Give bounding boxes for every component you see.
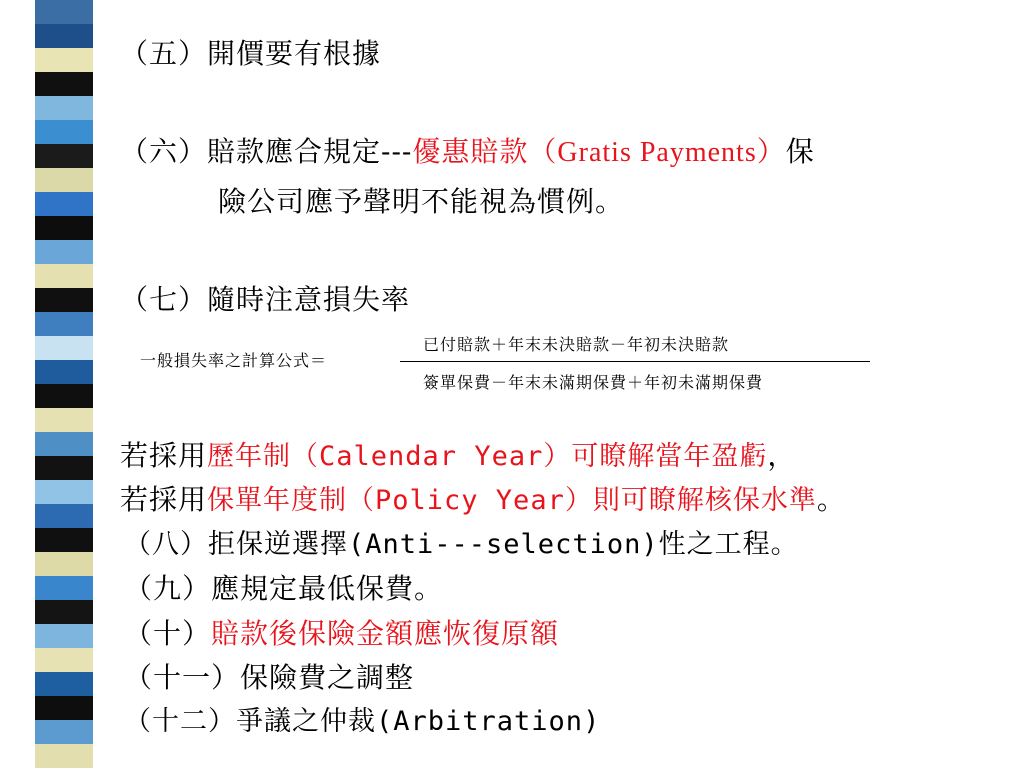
stripe-segment <box>35 384 93 408</box>
stripe-segment <box>35 144 93 168</box>
stripe-segment <box>35 168 93 192</box>
stripe-segment <box>35 432 93 456</box>
stripe-segment <box>35 336 93 360</box>
item-6-suffix: 保 <box>785 135 815 168</box>
policy-red: 保單年度制（Policy Year）則可瞭解核保水準 <box>207 485 817 516</box>
item-6-red-zh: 優惠賠款（ <box>412 135 558 168</box>
item-6-red-en: Gratis Payments <box>557 137 757 168</box>
calendar-red: 歷年制（Calendar Year）可瞭解當年盈虧 <box>207 441 768 472</box>
item-12 <box>124 702 600 742</box>
item-5 <box>120 34 381 74</box>
item-5-text: （五）開價要有根據 <box>120 37 382 70</box>
calendar-prefix: 若採用 <box>120 439 208 472</box>
item-6-red-close: ） <box>756 135 786 168</box>
stripe-segment <box>35 696 93 720</box>
calendar-suffix: ， <box>767 439 797 472</box>
item-10 <box>124 614 559 654</box>
item-6-line-2-text: 險公司應予聲明不能視為慣例。 <box>218 185 625 218</box>
stripe-segment <box>35 648 93 672</box>
policy-prefix: 若採用 <box>120 483 208 516</box>
policy-suffix: 。 <box>816 483 846 516</box>
item-8 <box>124 525 799 565</box>
stripe-segment <box>35 576 93 600</box>
item-10-prefix: （十） <box>124 617 212 650</box>
item-10-red: 賠款後保險金額應恢復原額 <box>211 617 560 650</box>
stripe-segment <box>35 216 93 240</box>
stripe-segment <box>35 240 93 264</box>
item-6-line-2 <box>218 182 624 222</box>
stripe-segment <box>35 72 93 96</box>
stripe-segment <box>35 264 93 288</box>
stripe-segment <box>35 96 93 120</box>
stripe-segment <box>35 528 93 552</box>
stripe-segment <box>35 288 93 312</box>
stripe-segment <box>35 552 93 576</box>
item-8-text: （八）拒保逆選擇(Anti---selection)性之工程。 <box>124 529 799 560</box>
item-7-text: （七）隨時注意損失率 <box>120 283 411 316</box>
stripe-segment <box>35 24 93 48</box>
item-9 <box>124 569 443 609</box>
stripe-segment <box>35 192 93 216</box>
item-6-line-1 <box>120 132 815 173</box>
item-12-text: （十二）爭議之仲裁(Arbitration) <box>124 706 601 737</box>
item-11 <box>124 658 414 698</box>
calendar-line <box>120 436 796 477</box>
stripe-segment <box>35 672 93 696</box>
stripe-segment <box>35 120 93 144</box>
fraction-bar <box>400 361 870 362</box>
item-9-text: （九）應規定最低保費。 <box>124 572 444 605</box>
formula-denominator: 簽單保費－年末未滿期保費＋年初未滿期保費 <box>423 373 764 392</box>
stripe-segment <box>35 408 93 432</box>
policy-line <box>120 480 846 521</box>
decorative-stripe <box>35 0 93 768</box>
formula-numerator: 已付賠款＋年末未決賠款－年初未決賠款 <box>423 335 730 354</box>
formula-lhs: 一般損失率之計算公式＝ <box>140 351 328 370</box>
stripe-segment <box>35 0 93 24</box>
stripe-segment <box>35 600 93 624</box>
stripe-segment <box>35 720 93 744</box>
item-11-text: （十一）保險費之調整 <box>124 661 415 694</box>
stripe-segment <box>35 744 93 768</box>
item-6-prefix: （六）賠款應合規定--- <box>120 135 413 168</box>
stripe-segment <box>35 456 93 480</box>
stripe-segment <box>35 504 93 528</box>
stripe-segment <box>35 360 93 384</box>
stripe-segment <box>35 48 93 72</box>
stripe-segment <box>35 624 93 648</box>
stripe-segment <box>35 312 93 336</box>
item-7 <box>120 280 410 320</box>
stripe-segment <box>35 480 93 504</box>
